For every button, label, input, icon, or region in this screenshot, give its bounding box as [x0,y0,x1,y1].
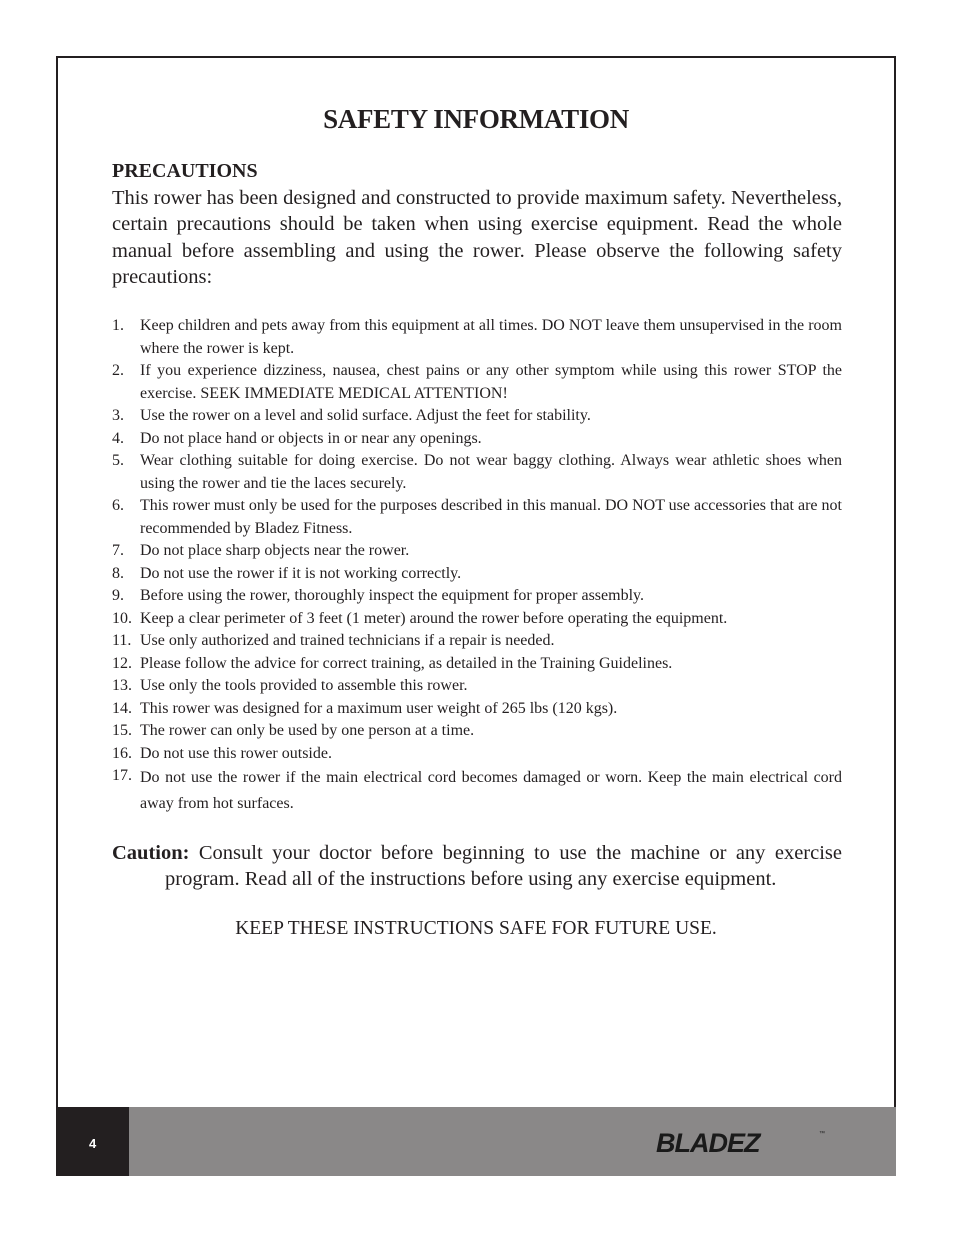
list-item [112,450,842,495]
list-item [112,563,842,586]
list-item-text: Do not place hand or objects in or near any openings. [140,429,482,447]
list-item [112,675,842,698]
list-item-text: If you experience dizziness, nausea, chest pains or any other symptom while using this rower STOP the exercise. SEEK IMMEDIATE MEDICAL ATTENTION! [140,362,842,402]
bladez-logo-text: BLADEZ [656,1128,760,1156]
bladez-logo-mark [656,1128,826,1156]
trademark-icon: ™ [819,1131,825,1137]
precautions-list [112,315,842,817]
list-item-number: 16. [112,744,132,762]
list-item-number: 6. [112,497,124,514]
list-item-number: 1. [112,317,124,334]
list-item [112,585,842,608]
list-item [112,495,842,540]
list-item-number: 12. [112,654,132,672]
list-item [112,765,842,817]
list-item-text: Do not use the rower if the main electrical cord becomes damaged or worn. Keep the main electrical cord away from hot surfaces. [140,769,842,812]
page-title: SAFETY INFORMATION [323,104,629,134]
list-item-number: 9. [112,587,124,604]
list-item-text: Do not use the rower if it is not working correctly. [140,564,462,582]
section-heading-precautions: PRECAUTIONS [112,160,258,182]
list-item-text: The rower can only be used by one person at a time. [140,722,475,739]
caution-note [112,840,842,893]
page-number: 4 [89,1136,97,1151]
list-item-text: Use the rower on a level and solid surface. Adjust the feet for stability. [140,407,591,424]
list-item [112,360,842,405]
list-item-number: 14. [112,699,132,717]
list-item-text: Use only authorized and trained technicians if a repair is needed. [140,632,555,649]
list-item-text: Please follow the advice for correct training, as detailed in the Training Guidelines. [140,654,673,672]
list-item-number: 13. [112,677,132,694]
list-item [112,428,842,451]
list-item [112,698,842,721]
intro-paragraph: This rower has been designed and constructed to provide maximum safety. Nevertheless, certain precautions should be taken when using exercise equipment. Read the whole manual before assembling and using the rower. Please observe the following safety precautions: [112,187,842,288]
list-item-text: Keep a clear perimeter of 3 feet (1 meter) around the rower before operating the equipment. [140,609,728,627]
keep-instructions-note: KEEP THESE INSTRUCTIONS SAFE FOR FUTURE USE. [235,918,717,939]
list-item [112,743,842,766]
list-item [112,540,842,563]
list-item-number: 15. [112,722,132,739]
list-item-text: Do not use this rower outside. [140,744,332,762]
footer-bar [56,1107,896,1176]
list-item-text: Wear clothing suitable for doing exercise. Do not wear baggy clothing. Always wear athletic shoes when using the rower and tie the laces securely. [140,452,842,492]
list-item-number: 4. [112,429,124,447]
list-item-text: This rower was designed for a maximum user weight of 265 lbs (120 kgs). [140,699,618,717]
list-item [112,608,842,631]
list-item-number: 17. [112,767,132,784]
list-item-text: Use only the tools provided to assemble this rower. [140,677,468,694]
list-item [112,653,842,676]
list-item-number: 2. [112,362,124,379]
list-item-number: 11. [112,632,132,649]
list-item-number: 3. [112,407,124,424]
list-item [112,315,842,360]
list-item-text: Do not place sharp objects near the rower. [140,542,410,559]
list-item [112,720,842,743]
list-item-text: Before using the rower, thoroughly inspect the equipment for proper assembly. [140,587,644,604]
caution-label: Caution: [112,842,190,864]
list-item-number: 8. [112,564,124,582]
list-item [112,630,842,653]
list-item-number: 7. [112,542,124,559]
caution-text: Consult your doctor before beginning to use the machine or any exercise program. Read all of the instructions before using any exercise equipment. [165,842,842,891]
bladez-logo [656,1128,826,1156]
list-item-text: This rower must only be used for the purposes described in this manual. DO NOT use accessories that are not recommended by Bladez Fitness. [140,497,842,537]
list-item [112,405,842,428]
list-item-text: Keep children and pets away from this equipment at all times. DO NOT leave them unsupervised in the room where the rower is kept. [140,317,842,357]
list-item-number: 10. [112,609,132,627]
page-number-box [56,1107,129,1176]
list-item-number: 5. [112,452,124,469]
